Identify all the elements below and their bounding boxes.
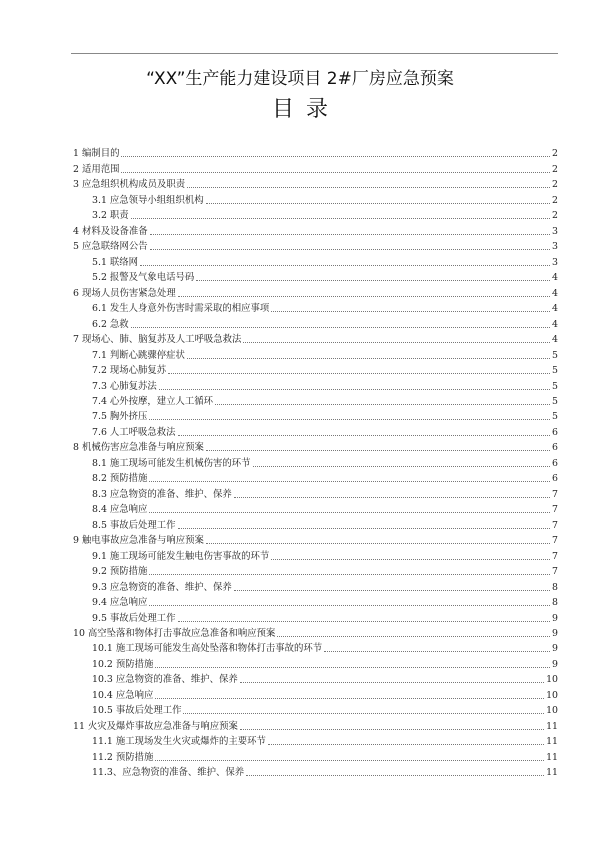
toc-entry-label: 5.1 联络网 — [92, 256, 139, 268]
toc-dot-leader — [178, 434, 551, 436]
toc-entry-label: 5.2 报警及气象电话号码 — [92, 272, 195, 284]
toc-dot-leader — [324, 650, 550, 652]
toc-entry[interactable] — [73, 454, 558, 469]
toc-dot-leader — [206, 542, 550, 544]
toc-entry-page: 7 — [552, 550, 558, 562]
toc-dot-leader — [131, 217, 550, 219]
toc-entry[interactable] — [73, 671, 558, 686]
toc-dot-leader — [168, 372, 550, 374]
toc-entry-page: 6 — [552, 426, 558, 438]
toc-entry[interactable] — [73, 269, 558, 284]
toc-entry-label: 11.2 预防措施 — [92, 751, 154, 763]
toc-entry[interactable] — [73, 578, 558, 593]
toc-entry-page: 4 — [552, 318, 558, 330]
toc-entry-page: 4 — [552, 334, 558, 346]
toc-entry-label: 6.1 发生人身意外伤害时需采取的相应事项 — [92, 303, 270, 315]
toc-dot-leader — [178, 620, 551, 622]
toc-entry-label: 7.2 现场心肺复苏 — [92, 365, 167, 377]
toc-entry[interactable] — [73, 516, 558, 531]
toc-entry-label: 9.1 施工现场可能发生触电伤害事故的环节 — [92, 550, 270, 562]
toc-entry[interactable] — [73, 331, 558, 346]
toc-entry-label: 2 适用范围 — [73, 163, 120, 175]
toc-entry-label: 7.4 心外按摩，建立人工循环 — [92, 395, 214, 407]
toc-entry[interactable] — [73, 594, 558, 609]
toc-entry[interactable] — [73, 764, 558, 779]
toc-entry-page: 10 — [546, 705, 558, 717]
toc-entry[interactable] — [73, 315, 558, 330]
toc-entry-page: 11 — [546, 767, 558, 779]
toc-entry[interactable] — [73, 470, 558, 485]
toc-dot-leader — [131, 326, 550, 328]
toc-entry-page: 7 — [552, 519, 558, 531]
toc-entry-label: 7.3 心肺复苏法 — [92, 380, 157, 392]
toc-dot-leader — [155, 666, 550, 668]
toc-dot-leader — [140, 264, 550, 266]
toc-entry[interactable] — [73, 733, 558, 748]
toc-entry[interactable] — [73, 191, 558, 206]
toc-entry[interactable] — [73, 439, 558, 454]
toc-entry-label: 8 机械伤害应急准备与响应预案 — [73, 442, 204, 454]
toc-entry-label: 1 编制目的 — [73, 148, 120, 160]
toc-entry-page: 2 — [552, 210, 558, 222]
toc-entry-label: 7.1 判断心跳骤停症状 — [92, 349, 185, 361]
toc-dot-leader — [277, 635, 550, 637]
toc-entry-page: 2 — [552, 148, 558, 160]
toc-entry[interactable] — [73, 393, 558, 408]
toc-entry-label: 9.2 预防措施 — [92, 566, 148, 578]
toc-entry-page: 2 — [552, 163, 558, 175]
toc-dot-leader — [206, 202, 550, 204]
toc-dot-leader — [155, 697, 544, 699]
toc-entry-page: 5 — [552, 380, 558, 392]
toc-entry-label: 9.4 应急响应 — [92, 597, 148, 609]
toc-entry-page: 5 — [552, 349, 558, 361]
toc-entry-page: 9 — [552, 658, 558, 670]
toc-dot-leader — [149, 573, 550, 575]
toc-entry[interactable] — [73, 207, 558, 222]
toc-entry[interactable] — [73, 160, 558, 175]
table-of-contents — [73, 145, 558, 779]
toc-entry-label: 10.2 预防措施 — [92, 658, 154, 670]
toc-entry-page: 7 — [552, 488, 558, 500]
toc-dot-leader — [183, 712, 544, 714]
toc-entry-page: 2 — [552, 194, 558, 206]
toc-dot-leader — [121, 171, 550, 173]
header-rule — [71, 53, 558, 54]
toc-entry-page: 5 — [552, 411, 558, 423]
toc-entry[interactable] — [73, 748, 558, 763]
toc-dot-leader — [246, 774, 544, 776]
toc-entry-label: 9.5 事故后处理工作 — [92, 612, 176, 624]
toc-entry[interactable] — [73, 625, 558, 640]
toc-entry-page: 7 — [552, 566, 558, 578]
toc-entry-page: 6 — [552, 473, 558, 485]
toc-dot-leader — [121, 155, 550, 157]
toc-entry-page: 6 — [552, 457, 558, 469]
toc-entry-label: 8.2 预防措施 — [92, 473, 148, 485]
toc-entry-label: 3.1 应急领导小组组织机构 — [92, 194, 204, 206]
toc-entry-page: 11 — [546, 736, 558, 748]
toc-entry[interactable] — [73, 222, 558, 237]
toc-dot-leader — [253, 465, 551, 467]
toc-entry[interactable] — [73, 423, 558, 438]
toc-dot-leader — [187, 186, 550, 188]
toc-entry-page: 6 — [552, 442, 558, 454]
toc-entry[interactable] — [73, 377, 558, 392]
toc-dot-leader — [150, 248, 550, 250]
toc-dot-leader — [149, 480, 550, 482]
toc-entry-page: 9 — [552, 643, 558, 655]
toc-entry-label: 10 高空坠落和物体打击事故应急准备和响应预案 — [73, 628, 276, 639]
toc-dot-leader — [187, 357, 550, 359]
toc-entry-label: 7 现场心、肺、脑复苏及人工呼吸急救法 — [73, 334, 242, 346]
toc-entry[interactable] — [73, 563, 558, 578]
toc-entry-page: 8 — [552, 597, 558, 609]
toc-entry-page: 5 — [552, 365, 558, 377]
toc-entry-page: 8 — [552, 581, 558, 593]
toc-dot-leader — [234, 496, 550, 498]
toc-entry[interactable] — [73, 485, 558, 500]
toc-entry[interactable] — [73, 284, 558, 299]
toc-entry-label: 10.4 应急响应 — [92, 689, 154, 701]
toc-dot-leader — [178, 295, 550, 297]
toc-entry-label: 6.2 急救 — [92, 318, 129, 330]
toc-entry[interactable] — [73, 176, 558, 191]
toc-dot-leader — [240, 681, 544, 683]
toc-entry-label: 8.4 应急响应 — [92, 504, 148, 516]
toc-dot-leader — [243, 341, 550, 343]
toc-dot-leader — [271, 558, 550, 560]
toc-entry[interactable] — [73, 501, 558, 516]
toc-dot-leader — [149, 418, 550, 420]
toc-entry[interactable] — [73, 300, 558, 315]
toc-dot-leader — [150, 233, 550, 235]
toc-entry[interactable] — [73, 686, 558, 701]
toc-entry-page: 4 — [552, 303, 558, 315]
toc-dot-leader — [271, 310, 550, 312]
toc-entry-label: 8.3 应急物资的准备、维护、保养 — [92, 488, 232, 500]
toc-heading: 目录 — [271, 97, 340, 122]
toc-entry-label: 7.6 人工呼吸急救法 — [92, 426, 176, 438]
toc-dot-leader — [178, 527, 551, 529]
toc-entry-label: 9.3 应急物资的准备、维护、保养 — [92, 581, 232, 593]
toc-dot-leader — [268, 743, 544, 745]
toc-dot-leader — [155, 759, 544, 761]
toc-entry-page: 3 — [552, 256, 558, 268]
toc-dot-leader — [234, 589, 550, 591]
toc-entry[interactable] — [73, 238, 558, 253]
toc-entry-label: 6 现场人员伤害紧急处理 — [73, 287, 176, 299]
toc-entry-page: 10 — [546, 689, 558, 701]
toc-entry-label: 7.5 胸外挤压 — [92, 411, 148, 423]
toc-entry[interactable] — [73, 609, 558, 624]
toc-entry[interactable] — [73, 717, 558, 732]
toc-entry[interactable] — [73, 346, 558, 361]
toc-entry-label: 8.5 事故后处理工作 — [92, 519, 176, 531]
toc-entry-page: 7 — [552, 504, 558, 516]
toc-entry-label: 8.1 施工现场可能发生机械伤害的环节 — [92, 457, 251, 469]
toc-dot-leader — [149, 604, 550, 606]
toc-entry-page: 5 — [552, 395, 558, 407]
toc-entry-label: 5 应急联络网公告 — [73, 241, 148, 253]
toc-entry[interactable] — [73, 655, 558, 670]
toc-entry-label: 3.2 职责 — [92, 210, 129, 222]
toc-entry-page: 3 — [552, 241, 558, 253]
toc-dot-leader — [149, 511, 550, 513]
toc-entry-label: 10.1 施工现场可能发生高处坠落和物体打击事故的环节 — [92, 643, 323, 655]
toc-entry[interactable] — [73, 547, 558, 562]
toc-entry[interactable] — [73, 362, 558, 377]
toc-entry-page: 7 — [552, 535, 558, 547]
toc-entry-page: 11 — [546, 751, 558, 763]
toc-entry-page: 3 — [552, 225, 558, 237]
toc-entry-label: 9 触电事故应急准备与响应预案 — [73, 535, 204, 547]
toc-dot-leader — [196, 279, 550, 281]
toc-entry-page: 4 — [552, 272, 558, 284]
toc-entry[interactable] — [73, 145, 558, 160]
toc-dot-leader — [215, 403, 550, 405]
toc-dot-leader — [206, 449, 550, 451]
document-title: “XX”生产能力建设项目 2#厂房应急预案 — [146, 69, 454, 89]
toc-entry-page: 2 — [552, 179, 558, 191]
toc-entry[interactable] — [73, 702, 558, 717]
toc-entry[interactable] — [73, 532, 558, 547]
toc-entry-page: 4 — [552, 287, 558, 299]
toc-entry-page: 11 — [546, 720, 558, 732]
toc-entry[interactable] — [73, 253, 558, 268]
toc-dot-leader — [159, 388, 550, 390]
toc-entry-label: 11.3、应急物资的准备、维护、保养 — [92, 767, 245, 779]
toc-entry-page: 9 — [552, 612, 558, 624]
toc-entry[interactable] — [73, 408, 558, 423]
toc-entry[interactable] — [73, 640, 558, 655]
toc-dot-leader — [240, 728, 544, 730]
toc-entry-label: 4 材料及设备准备 — [73, 225, 148, 237]
toc-entry-label: 3 应急组织机构成员及职责 — [73, 179, 186, 191]
toc-entry-page: 9 — [552, 628, 558, 639]
toc-entry-label: 10.3 应急物资的准备、维护、保养 — [92, 674, 238, 686]
toc-entry-label: 11.1 施工现场发生火灾或爆炸的主要环节 — [92, 736, 266, 748]
toc-entry-label: 11 火灾及爆炸事故应急准备与响应预案 — [73, 720, 238, 732]
toc-entry-page: 10 — [546, 674, 558, 686]
toc-entry-label: 10.5 事故后处理工作 — [92, 705, 182, 717]
